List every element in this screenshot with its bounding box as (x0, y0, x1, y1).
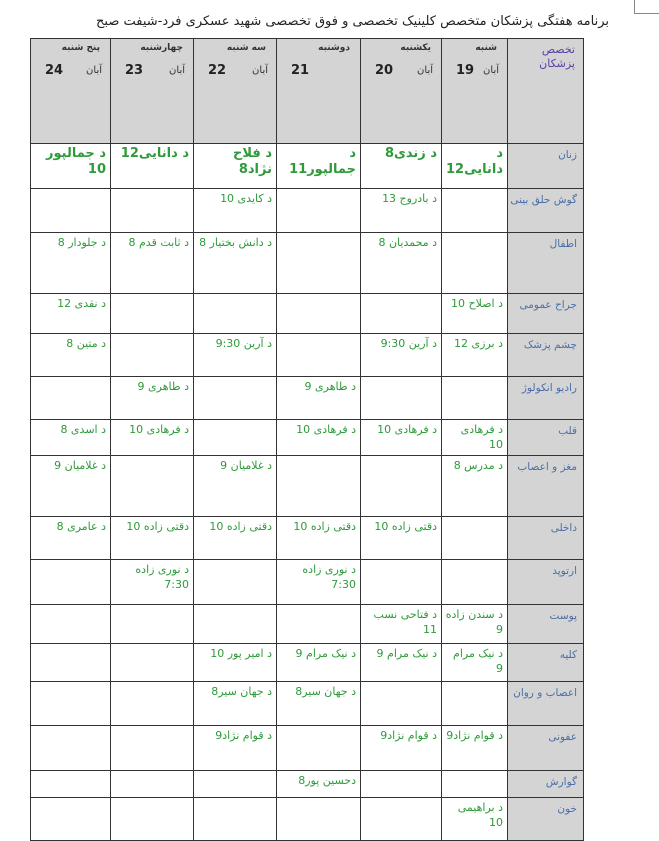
day-name: پنج شنبه (61, 43, 100, 53)
schedule-cell (31, 798, 111, 841)
specialty-cell: مغز و اعصاب (508, 456, 584, 517)
month-label: آبان (417, 65, 433, 76)
specialty-cell: خون (508, 798, 584, 841)
schedule-cell: د براهیمی 10 (442, 798, 508, 841)
schedule-cell (442, 560, 508, 605)
schedule-cell (111, 456, 194, 517)
table-row (31, 726, 584, 771)
header-day-se (194, 39, 277, 144)
schedule-cell (31, 189, 111, 233)
table-row (31, 644, 584, 682)
schedule-cell (111, 798, 194, 841)
day-name: سه شنبه (226, 43, 266, 53)
day-number: 23 (125, 63, 144, 78)
schedule-cell (31, 726, 111, 771)
specialty-cell: ارتوپد (508, 560, 584, 605)
day-number: 24 (45, 63, 64, 78)
schedule-cell: د نوری زاده 7:30 (111, 560, 194, 605)
schedule-cell: د غلامیان 9 (31, 456, 111, 517)
table-row (31, 294, 584, 334)
schedule-cell (31, 605, 111, 644)
specialty-cell: کلیه (508, 644, 584, 682)
schedule-cell (277, 456, 361, 517)
header-day-shanbe (442, 39, 508, 144)
page-corner-mark (635, 13, 659, 14)
specialty-cell: عفونی (508, 726, 584, 771)
schedule-cell (194, 294, 277, 334)
schedule-cell (277, 726, 361, 771)
schedule-cell: د فرهادی 10 (277, 420, 361, 456)
schedule-cell: د برزی 12 (442, 334, 508, 377)
schedule-cell: د نوری زاده 7:30 (277, 560, 361, 605)
table-row (31, 517, 584, 560)
schedule-cell: د متین 8 (31, 334, 111, 377)
specialty-cell: جراح عمومی (508, 294, 584, 334)
day-name: چهارشنبه (140, 43, 183, 53)
schedule-cell: د دانایی12 (111, 144, 194, 189)
day-number: 22 (208, 63, 227, 78)
specialty-cell: پوست (508, 605, 584, 644)
table-row (31, 682, 584, 726)
schedule-cell: دحسین پور8 (277, 771, 361, 798)
header-day-chahar (111, 39, 194, 144)
schedule-cell: د فرهادی 10 (361, 420, 442, 456)
schedule-cell (31, 644, 111, 682)
schedule-cell (442, 189, 508, 233)
specialty-cell: اطفال (508, 233, 584, 294)
table-row (31, 189, 584, 233)
schedule-cell: د نیک مرام 9 (442, 644, 508, 682)
header-day-pansh (31, 39, 111, 144)
table-row (31, 771, 584, 798)
schedule-cell: د جمالپور11 (277, 144, 361, 189)
schedule-cell: د نقدی 12 (31, 294, 111, 334)
specialty-heading: تخصص پزشکان (539, 43, 575, 70)
specialty-cell: رادیو انکولوژ (508, 377, 584, 420)
schedule-cell: د جمالپور 10 (31, 144, 111, 189)
header-specialty (508, 39, 584, 144)
schedule-cell (194, 560, 277, 605)
schedule-cell: د قوام نژاد9 (361, 726, 442, 771)
specialty-cell: زنان (508, 144, 584, 189)
schedule-cell (442, 771, 508, 798)
schedule-cell (277, 189, 361, 233)
schedule-cell: دقتی زاده 10 (111, 517, 194, 560)
table-row (31, 420, 584, 456)
month-label: آبان (169, 65, 185, 76)
day-number: 21 (291, 63, 310, 78)
schedule-cell: د آرین 9:30 (361, 334, 442, 377)
schedule-cell: د جهان سیر8 (277, 682, 361, 726)
schedule-cell: د کایدی 10 (194, 189, 277, 233)
schedule-cell: د دانش بختیار 8 (194, 233, 277, 294)
schedule-cell: د جلودار 8 (31, 233, 111, 294)
schedule-cell (31, 560, 111, 605)
schedule-cell: دقتی زاده 10 (361, 517, 442, 560)
header-day-do (277, 39, 361, 144)
schedule-cell (361, 377, 442, 420)
specialty-cell: اعصاب و روان (508, 682, 584, 726)
schedule-cell: د قوام نژاد9 (194, 726, 277, 771)
schedule-cell: د فلاح نژاد8 (194, 144, 277, 189)
schedule-cell (194, 420, 277, 456)
header-day-yek (361, 39, 442, 144)
schedule-cell (111, 189, 194, 233)
schedule-cell: د اسدی 8 (31, 420, 111, 456)
schedule-cell: د محمدیان 8 (361, 233, 442, 294)
schedule-cell (194, 605, 277, 644)
schedule-cell (31, 771, 111, 798)
schedule-table (30, 38, 584, 841)
schedule-cell (442, 517, 508, 560)
schedule-cell (442, 377, 508, 420)
specialty-cell: داخلی (508, 517, 584, 560)
specialty-cell: قلب (508, 420, 584, 456)
schedule-cell (361, 682, 442, 726)
schedule-cell (111, 771, 194, 798)
schedule-cell (361, 771, 442, 798)
schedule-cell (111, 644, 194, 682)
schedule-cell: د طاهری 9 (111, 377, 194, 420)
schedule-cell: د مدرس 8 (442, 456, 508, 517)
table-row (31, 144, 584, 189)
schedule-cell (361, 798, 442, 841)
schedule-cell: د طاهری 9 (277, 377, 361, 420)
schedule-cell: د فتاحی نسب 11 (361, 605, 442, 644)
schedule-cell: د سندن زاده 9 (442, 605, 508, 644)
schedule-cell: دقتی زاده 10 (277, 517, 361, 560)
schedule-cell (194, 798, 277, 841)
schedule-cell (31, 682, 111, 726)
schedule-cell: د دانایی12 (442, 144, 508, 189)
schedule-cell (361, 560, 442, 605)
schedule-cell (442, 682, 508, 726)
month-label: آبان (483, 65, 499, 76)
schedule-cell (111, 605, 194, 644)
schedule-cell (277, 605, 361, 644)
header-row (31, 39, 584, 144)
page-title: برنامه هفتگی پزشکان متخصص کلینیک تخصصی و فوق تخصصی شهید عسکری فرد-شیفت صبح (96, 14, 609, 29)
schedule-cell: د ثابت قدم 8 (111, 233, 194, 294)
schedule-cell (31, 377, 111, 420)
schedule-cell (194, 377, 277, 420)
schedule-cell (111, 726, 194, 771)
schedule-cell: د فرهادی 10 (111, 420, 194, 456)
schedule-cell (277, 798, 361, 841)
schedule-cell (194, 771, 277, 798)
schedule-cell: د فرهادی 10 (442, 420, 508, 456)
day-name: دوشنبه (318, 43, 350, 53)
schedule-cell: د بادروج 13 (361, 189, 442, 233)
schedule-cell (361, 294, 442, 334)
month-label: آبان (252, 65, 268, 76)
schedule-cell (111, 682, 194, 726)
day-number: 20 (375, 63, 394, 78)
schedule-cell (277, 233, 361, 294)
schedule-cell: د جهان سیر8 (194, 682, 277, 726)
day-number: 19 (456, 63, 475, 78)
table-row (31, 377, 584, 420)
schedule-cell: د غلامیان 9 (194, 456, 277, 517)
schedule-cell: د قوام نژاد9 (442, 726, 508, 771)
table-row (31, 233, 584, 294)
specialty-cell: گوش حلق بینی (508, 189, 584, 233)
schedule-cell (111, 334, 194, 377)
schedule-cell: دقتی زاده 10 (194, 517, 277, 560)
schedule-cell: د امیر پور 10 (194, 644, 277, 682)
schedule-cell: د نیک مرام 9 (277, 644, 361, 682)
table-row (31, 560, 584, 605)
specialty-cell: گوارش (508, 771, 584, 798)
day-name: یکشنبه (400, 43, 431, 53)
schedule-cell: د عامری 8 (31, 517, 111, 560)
schedule-cell (277, 334, 361, 377)
schedule-cell (111, 294, 194, 334)
schedule-cell: د اصلاح 10 (442, 294, 508, 334)
schedule-cell (277, 294, 361, 334)
table-row (31, 798, 584, 841)
month-label: آبان (86, 65, 102, 76)
schedule-cell (442, 233, 508, 294)
schedule-cell: د آرین 9:30 (194, 334, 277, 377)
day-name: شنبه (475, 43, 497, 53)
schedule-cell (361, 456, 442, 517)
page-corner-mark (634, 0, 635, 14)
table-row (31, 334, 584, 377)
schedule-cell: د نیک مرام 9 (361, 644, 442, 682)
schedule-cell: د زندی8 (361, 144, 442, 189)
specialty-cell: چشم پزشک (508, 334, 584, 377)
table-row (31, 605, 584, 644)
table-row (31, 456, 584, 517)
